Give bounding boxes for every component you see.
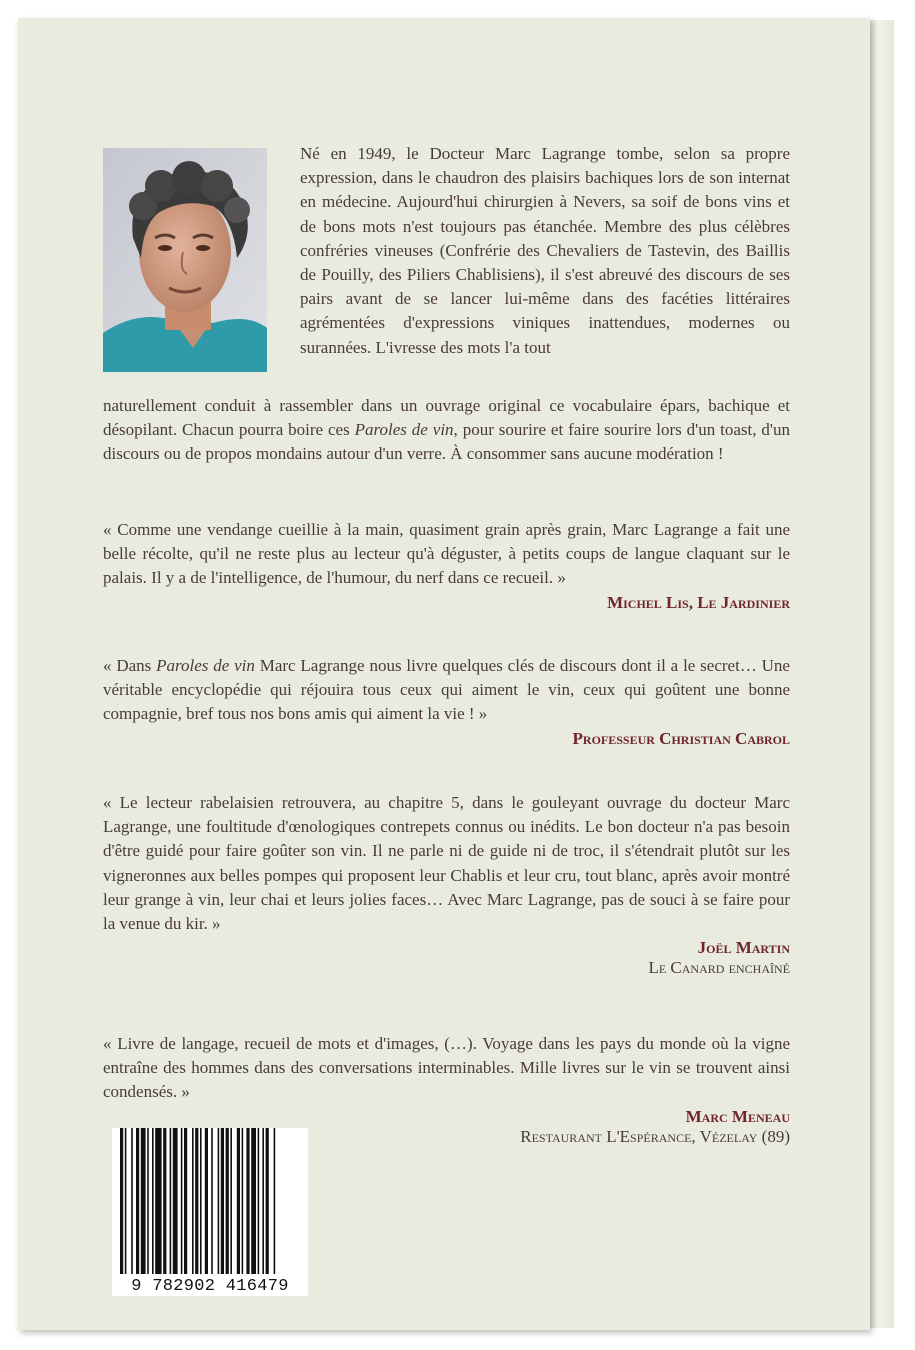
barcode-bar	[184, 1128, 187, 1274]
author-bio-paragraph-bottom	[103, 394, 790, 467]
barcode-bar	[195, 1128, 198, 1274]
barcode-bars	[112, 1128, 308, 1274]
isbn-barcode	[112, 1128, 308, 1296]
barcode-bar	[173, 1128, 178, 1274]
barcode-bar	[120, 1128, 123, 1274]
quote-author: Marc Meneau	[685, 1106, 790, 1126]
quote-affiliation: Le Canard enchaîné	[648, 958, 790, 978]
barcode-bar	[221, 1128, 224, 1274]
review-quote-2	[103, 654, 790, 749]
author-bio	[300, 142, 790, 360]
quote-text-start: « Dans	[103, 656, 157, 675]
isbn-digits: 9 782902 416479	[131, 1277, 289, 1296]
barcode-bar	[181, 1128, 183, 1274]
quote-author: Professeur Christian Cabrol	[572, 728, 790, 748]
barcode-bar	[141, 1128, 146, 1274]
barcode-bar	[230, 1128, 232, 1274]
barcode-bar	[205, 1128, 208, 1274]
author-bio-paragraph-top: Né en 1949, le Docteur Marc Lagrange tombe, selon sa propre expression, dans le chaudron des plaisirs bachiques lors de son internat en médecine. Aujourd'hui chirurgien à Nevers, sa soif de bons vins et de bons mots n'est toujours pas étanchée. Membre des plus célèbres confréries vineuses (Confrérie des Chevaliers de Tastevin, des Baillis de Pouilly, des Piliers Chablisiens), il s'est abreuvé des discours de ses pairs avant de se lancer lui-même dans des facéties littéraires agrémentées d'expressions viniques inattendues, modernes ou surannées. L'ivresse des mots l'a tout	[300, 144, 790, 357]
barcode-bar	[163, 1128, 166, 1274]
barcode-bar	[218, 1128, 220, 1274]
barcode-bar	[237, 1128, 240, 1274]
barcode-bar	[266, 1128, 269, 1274]
quote-author: Michel Lis, Le Jardinier	[607, 592, 790, 612]
bio-text-end: , pour sourire et faire sourire lors d'un toast, d'un discours ou de propos mondains autour d'un verre. À consommer sans aucune modération !	[103, 420, 790, 464]
barcode-bar	[262, 1128, 264, 1274]
author-portrait-image	[103, 148, 267, 372]
barcode-bar	[246, 1128, 249, 1274]
book-title-italic: Paroles de vin	[354, 420, 454, 440]
author-bio-continued	[103, 394, 790, 467]
quote-author: Joël Martin	[697, 938, 790, 958]
barcode-bar	[251, 1128, 256, 1274]
quote-affiliation: Restaurant L'Espérance, Vézelay (89)	[520, 1126, 790, 1146]
barcode-bar	[200, 1128, 202, 1274]
barcode-bar	[155, 1128, 161, 1274]
barcode-bar	[125, 1128, 127, 1274]
review-quote-1	[103, 518, 790, 613]
barcode-bar	[152, 1128, 154, 1274]
quote-text: « Livre de langage, recueil de mots et d'images, (…). Voyage dans les pays du monde où la vigne entraîne des hommes dans des conversations interminables. Mille livres sur le vin se trouvent ainsi condensés. »	[103, 1034, 790, 1102]
review-quote-3	[103, 791, 790, 978]
barcode-bar	[136, 1128, 139, 1274]
author-photo	[103, 148, 267, 372]
book-title-italic: Paroles de vin	[156, 656, 255, 675]
barcode-bar	[131, 1128, 133, 1274]
barcode-bar	[258, 1128, 260, 1274]
barcode-bar	[192, 1128, 194, 1274]
quote-text	[103, 654, 790, 727]
barcode-bar	[170, 1128, 172, 1274]
bio-text: naturellement conduit à rassembler dans un ouvrage original ce vocabulaire épars, bachique et désopilant. Chacun pourra boire ces	[103, 396, 790, 440]
barcode-bar	[242, 1128, 244, 1274]
quote-text: « Comme une vendange cueillie à la main, quasiment grain après grain, Marc Lagrange a fait une belle récolte, qu'il ne reste plus au lecteur qu'à déguster, à petits coups de langue claquant sur le palais. Il y a de l'intelligence, de l'humour, du nerf dans ce recueil. »	[103, 520, 790, 588]
barcode-bar	[211, 1128, 213, 1274]
barcode-bar	[274, 1128, 276, 1274]
quote-text: « Le lecteur rabelaisien retrouvera, au chapitre 5, dans le gouleyant ouvrage du docteur Marc Lagrange, une foultitude d'œnologiques contrepets connus ou inédits. Le bon docteur n'a pas besoin d'être guidé pour faire goûter son vin. Il ne parle ni de guide ni de troc, il s'étendrait plutôt sur les vigneronnes aux belles pompes qui proposent leur Chablis et leur cru, tout blanc, après avoir montré leur grange à vin, leur chai et leurs jolies faces… Avec Marc Lagrange, pas de souci à se faire pour la venue du kir. »	[103, 793, 790, 934]
barcode-bar	[147, 1128, 149, 1274]
barcode-bar	[226, 1128, 229, 1274]
book-spine	[868, 20, 894, 1328]
quote-text-end: Marc Lagrange nous livre quelques clés de discours dont il a le secret… Une véritable encyclopédie qui réjouira tous ceux qui aiment le vin, ceux qui goûtent une bonne compagnie, bref tous nos bons amis qui aiment la vie ! »	[103, 656, 790, 724]
